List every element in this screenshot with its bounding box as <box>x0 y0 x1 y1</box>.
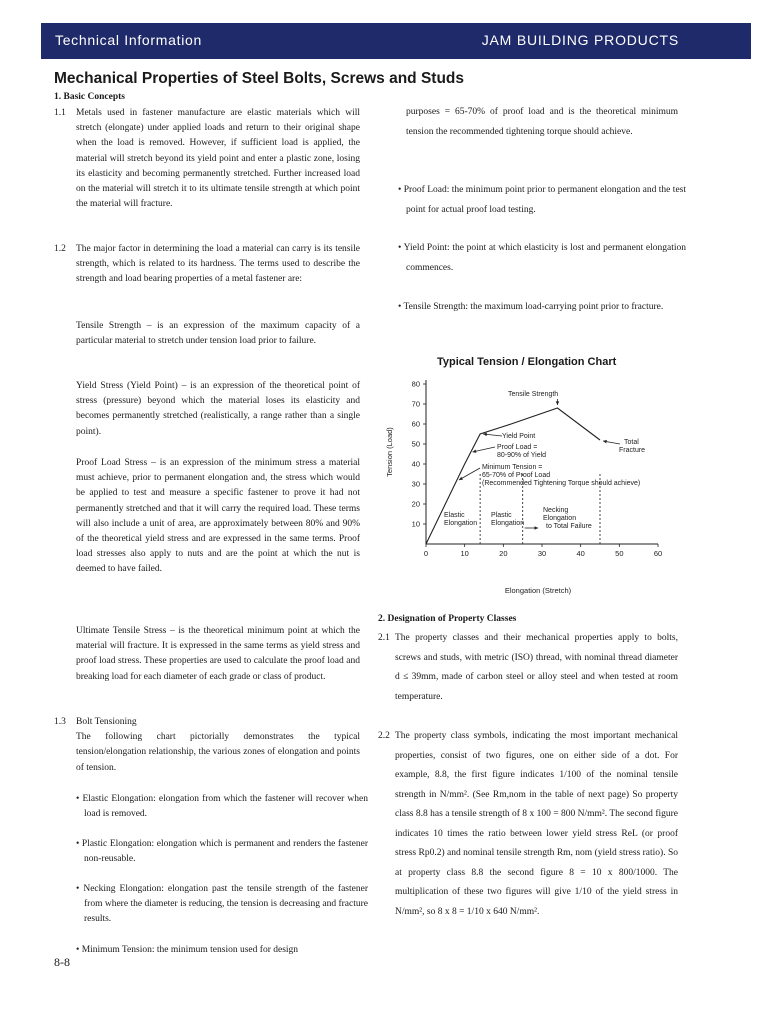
paragraph-text: The property classes and their mechanical properties apply to bolts, screws and studs, with metric (ISO) thread, with nominal thread diameter d ≤ 39mm, made of carbon steel or alloy steel and when tested at room temperature. <box>395 633 678 702</box>
x-tick-label: 50 <box>615 549 624 558</box>
minimum-tension-continued: purposes = 65-70% of proof load and is the theoretical minimum tension the recommended tightening torque should achieve. <box>406 107 678 137</box>
bullet-yield-point: • Yield Point: the point at which elasticity is lost and permanent elongation commences. <box>398 243 686 273</box>
chart-title: Typical Tension / Elongation Chart <box>437 356 617 368</box>
arrow-total-fracture-head <box>603 440 607 443</box>
paragraph-2-1 <box>378 629 678 707</box>
definition-ultimate-tensile-stress: Ultimate Tensile Stress – is the theoretical minimum point at which the material will fracture. It is expressed in the same terms as yield stress and proof load stress. These properties are used to calculate the proof load and breaking load for each diameter of each grade or class of product. <box>76 626 360 682</box>
definition-yield-stress: Yield Stress (Yield Point) – is an expression of the theoretical point of stress (pressure) beyond which the material loses its elasticity and becomes permanently stretched (realistically, a range rather than a single point). <box>76 381 360 437</box>
paragraph-text: The major factor in determining the load a material can carry is its tensile strength, which is related to its hardness. The terms used to describe the strength and load bearing properties of a metal fastener are: <box>76 244 360 285</box>
paragraph-text: Metals used in fastener manufacture are elastic materials which will stretch (elongate) under applied loads and return to their original shape when the load is removed. However, if sufficient load is applied, the material will stretch beyond its yield point and enter a plastic zone, losing its elasticity and becoming permanently stretched. Further increased load on the material will stretch it to its ultimate tensile strength at which point the material will fracture. <box>76 108 360 210</box>
page-number: 8-8 <box>54 955 70 969</box>
x-tick-label: 40 <box>576 549 585 558</box>
y-tick-label: 60 <box>411 419 420 429</box>
annotation-min-tension-1: Minimum Tension = <box>482 464 543 471</box>
y-tick-label: 70 <box>411 399 420 409</box>
y-tick-label: 10 <box>411 519 420 529</box>
y-tick-label: 20 <box>411 499 420 509</box>
zone-label-necking-1: Necking <box>543 507 569 514</box>
annotation-total-fracture-1: Total <box>624 439 639 446</box>
chart-annotations <box>444 391 645 530</box>
chart-x-axis-label: Elongation (Stretch) <box>504 586 572 595</box>
tension-elongation-chart <box>380 372 680 602</box>
zone-label-elastic-2: Elongation <box>444 520 478 527</box>
chart-y-axis-label: Tension (Load) <box>385 427 394 477</box>
x-tick-label: 60 <box>653 549 663 558</box>
zone-label-plastic-2: Elongation <box>491 520 525 527</box>
header-brand-label: JAM BUILDING PRODUCTS <box>481 32 679 48</box>
y-tick-label: 30 <box>411 479 420 489</box>
annotation-yield-point: Yield Point <box>502 433 536 440</box>
arrow-tensile-strength-head <box>556 401 559 405</box>
paragraph-1-1 <box>54 106 360 212</box>
header-left-label: Technical Information <box>55 32 202 48</box>
y-tick-label: 80 <box>411 379 420 389</box>
paragraph-text: The following chart pictorially demonstrates the typical tension/elongation relationship, the various zones of elongation and points of tension. <box>76 732 360 773</box>
paragraph-number: 2.2 <box>378 731 390 741</box>
paragraph-1-2 <box>54 242 360 288</box>
annotation-min-tension-3: (Recommended Tightening Torque should achieve) <box>482 480 641 487</box>
bullet-tensile-strength: • Tensile Strength: the maximum load-carrying point prior to fracture. <box>398 302 664 312</box>
paragraph-number: 1.1 <box>54 108 66 118</box>
zone-label-necking-2: Elongation <box>543 515 577 522</box>
annotation-tensile-strength: Tensile Strength <box>508 391 559 398</box>
annotation-proof-load-2: 80-90% of Yield <box>497 452 547 459</box>
x-tick-label: 0 <box>423 549 429 558</box>
page-title: Mechanical Properties of Steel Bolts, Screws and Studs <box>54 70 465 87</box>
bullet-necking-elongation: • Necking Elongation: elongation past the tensile strength of the fastener from where the diameter is reducing, the tension is decreasing and fracture results. <box>76 884 368 925</box>
annotation-min-tension-2: 65-70% of Proof Load <box>482 472 551 479</box>
zone-label-necking-3: to Total Failure <box>546 523 592 530</box>
x-tick-label: 30 <box>537 549 547 558</box>
paragraph-number: 1.2 <box>54 244 66 254</box>
bullet-elastic-elongation: • Elastic Elongation: elongation from which the fastener will recover when load is removed. <box>76 794 368 820</box>
y-tick-label: 40 <box>411 459 420 469</box>
paragraph-text: The property class symbols, indicating the most important mechanical properties, consist of two figures, one on either side of a dot. For example, 8.8, the first figure indicates 1/100 of the nominal tensile strength in N/mm². (See Rm,nom in the table of next page) So property class 8.8 has a tensile strength of 8 x 100 = 800 N/mm². The second figure indicates 10 times the ratio between lower yield stress ReL (or proof stress Rp0.2) and nominal tensile strength Rm, nom (yield stress ratio). So at property class 8.8 the second figure 8 = 10 x 800/1000. The multiplication of these two figures will give 1/10 of the yield stress in N/mm², so 8 x 8 = 1/10 x 640 N/mm². <box>395 731 678 917</box>
y-tick-label: 50 <box>411 439 420 449</box>
bullet-plastic-elongation: • Plastic Elongation: elongation which is permanent and renders the fastener non-reusable. <box>76 839 368 865</box>
bullet-minimum-tension: • Minimum Tension: the minimum tension used for design <box>76 945 299 955</box>
arrow-necking-zone-head <box>535 526 539 529</box>
paragraph-2-2 <box>378 727 678 922</box>
section2-heading: 2. Designation of Property Classes <box>378 614 517 624</box>
paragraph-1-3 <box>54 715 360 776</box>
bullet-proof-load: • Proof Load: the minimum point prior to permanent elongation and the test point for actual proof load testing. <box>398 185 686 215</box>
definition-proof-load-stress: Proof Load Stress – is an expression of the minimum stress a material must achieve, prior to permanent elongation and, the stress which would be applied to test and measure a specific fastener to prove it had not permanently stretched and that it will carry the required load. These terms will also include a unit of area, are approximately between 80% and 90% of the theoretical yield stress and are expressed in the same terms. Proof load stresses also apply to nuts and are the point at which the nut is deemed to have failed. <box>76 458 360 575</box>
zone-label-elastic-1: Elastic <box>444 512 465 519</box>
header-banner <box>41 23 751 59</box>
arrow-proof-load-head <box>472 450 476 453</box>
annotation-proof-load-1: Proof Load = <box>497 444 538 451</box>
paragraph-number: 2.1 <box>378 633 390 643</box>
section1-heading: 1. Basic Concepts <box>54 92 125 102</box>
x-tick-label: 10 <box>460 549 469 558</box>
annotation-total-fracture-2: Fracture <box>619 447 646 454</box>
paragraph-heading: Bolt Tensioning <box>76 717 137 727</box>
zone-label-plastic-1: Plastic <box>491 512 512 519</box>
paragraph-number: 1.3 <box>54 717 66 727</box>
x-tick-label: 20 <box>499 549 508 558</box>
definition-tensile-strength: Tensile Strength – is an expression of the maximum capacity of a particular material to stretch under tension load prior to failure. <box>76 321 360 347</box>
